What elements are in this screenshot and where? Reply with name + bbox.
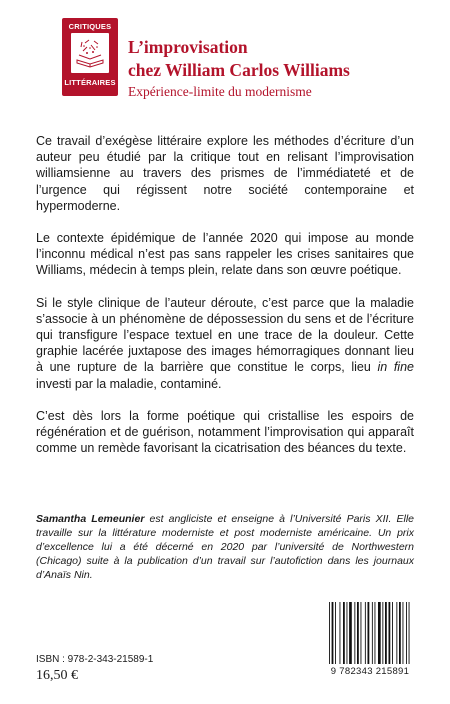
barcode <box>325 600 415 680</box>
publisher-logo <box>62 18 118 96</box>
title-line-1: L’improvisation <box>128 37 248 57</box>
price: 16,50 € <box>36 668 78 683</box>
back-cover-text <box>36 133 414 472</box>
paragraph-2: Le contexte épidémique de l’année 2020 qui impose au monde l’inconnu médical n’est pas sans rappeler les crises sanitaires que Williams, médecin à temps plein, relate dans son œuvre poétique. <box>36 231 414 278</box>
open-book-icon <box>71 33 109 73</box>
barcode-bars <box>325 600 415 666</box>
paragraph-3-text: Si le style clinique de l’auteur déroute, c’est parce que la maladie s’associe à un phénomène de dépossession du sens et de l’écriture qui transfigure l’espace textuel en une trace de la douleur. Cette graphie lacérée juxtapose des images hémorragiques donnant lieu à une rupture de la barrière que constitue le corps, lieu <box>36 295 414 375</box>
book-subtitle: Expérience-limite du modernisme <box>128 84 312 99</box>
barcode-number: 9 782343 215891 <box>330 666 410 677</box>
author-name: Samantha Lemeunier <box>36 513 145 525</box>
author-bio-text: est angliciste et enseigne à l’Université Paris XII. Elle travaille sur la littérature moderniste et post moderniste américaine. Un prix d’excellence lui a été décerné en 2020 par l’université de Northwestern (Chicago) suite à la publication d’un travail sur l’autofiction dans les journaux d’Anaïs Nin. <box>36 513 414 581</box>
paragraph-4: C’est dès lors la forme poétique qui cristallise les espoirs de régénération et de guérison, notamment l’improvisation qui apparaît comme un remède favorisant la cicatrisation des béances du texte. <box>36 408 414 456</box>
logo-bottom-text: LITTÉRAIRES <box>64 78 116 87</box>
paragraph-3 <box>36 295 414 392</box>
book-title <box>128 36 350 82</box>
paragraph-3-italic: in fine <box>377 360 414 375</box>
paragraph-1: Ce travail d’exégèse littéraire explore les méthodes d’écriture d’un auteur peu étudié par la critique tout en relisant l’improvisation williamsienne au travers des prismes de l’immédiateté et de l’urgence qui régissent notre société contemporaine et hypermoderne. <box>36 134 414 213</box>
paragraph-3-end: investi par la maladie, contaminé. <box>36 376 222 391</box>
isbn: ISBN : 978-2-343-21589-1 <box>36 654 154 665</box>
author-bio <box>36 512 414 582</box>
logo-top-text: CRITIQUES <box>68 22 112 31</box>
title-line-2: chez William Carlos Williams <box>128 60 350 80</box>
